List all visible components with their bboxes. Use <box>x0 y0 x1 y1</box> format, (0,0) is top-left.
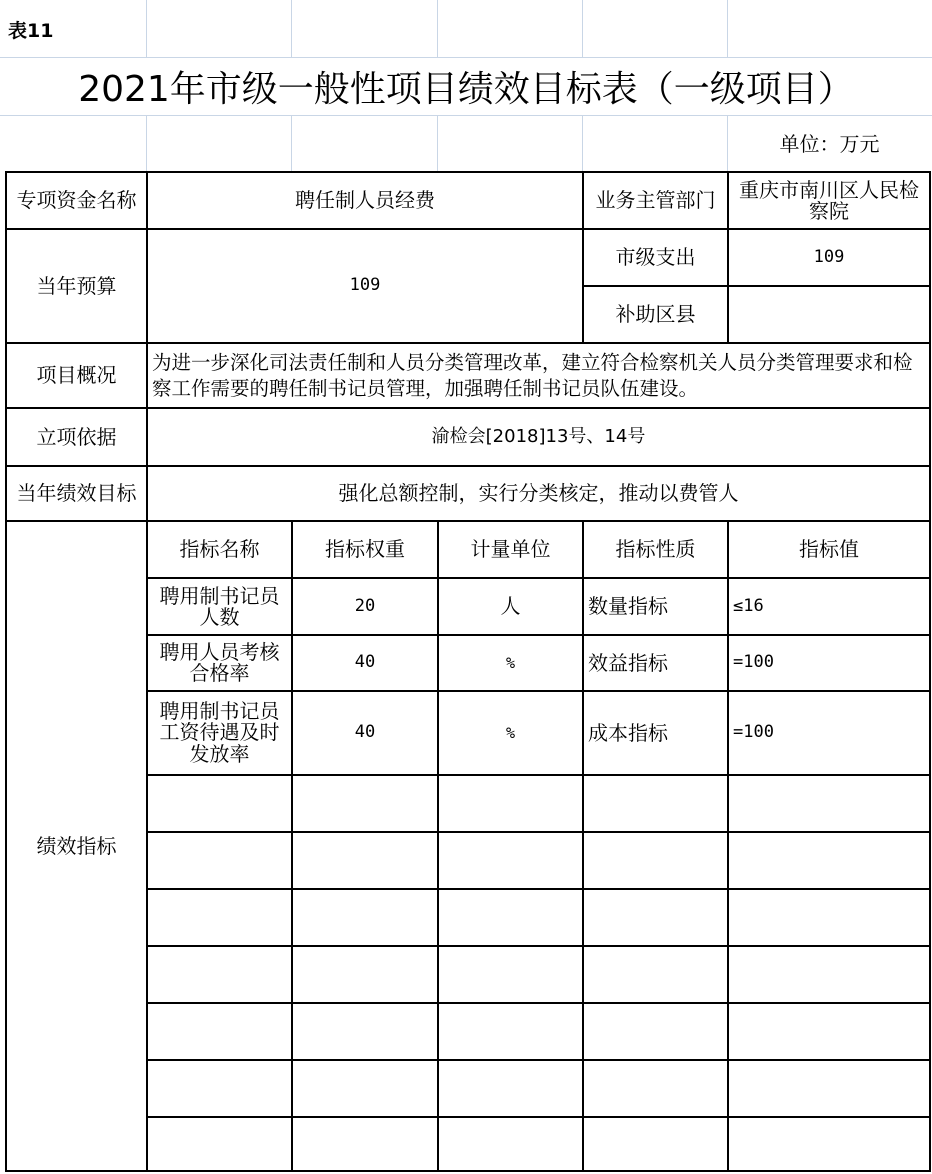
indicator-name: 聘用人员考核合格率 <box>159 640 280 685</box>
table-number: 表11 <box>8 20 54 43</box>
indicator-value: =100 <box>733 652 774 673</box>
overview-value: 为进一步深化司法责任制和人员分类管理改革，建立符合检察机关人员分类管理要求和检察工作需要的聘任制书记员管理，加强聘任制书记员队伍建设。 <box>152 351 913 400</box>
indicator-nature: 效益指标 <box>588 650 668 675</box>
unit-label: 单位：万元 <box>779 131 880 156</box>
indicator-unit: % <box>505 723 516 742</box>
indicator-name: 聘用制书记员工资待遇及时发放率 <box>159 698 280 766</box>
goal-value: 强化总额控制，实行分类核定，推动以费管人 <box>338 481 739 506</box>
indicator-weight: 40 <box>354 722 376 743</box>
header-indicator-weight: 指标权重 <box>325 537 405 562</box>
indicator-nature: 数量指标 <box>588 594 668 619</box>
indicator-unit: % <box>505 653 516 672</box>
subsidy-value <box>729 287 929 342</box>
header-indicator-name: 指标名称 <box>179 537 260 562</box>
page-title: 2021年市级一般性项目绩效目标表（一级项目） <box>78 68 854 110</box>
indicator-value: ≤16 <box>733 595 764 616</box>
subsidy-label: 补助区县 <box>615 302 696 327</box>
indicator-value: =100 <box>733 722 774 743</box>
indicators-label: 绩效指标 <box>36 833 117 858</box>
department-value: 重庆市南川区人民检察院 <box>739 177 919 223</box>
indicator-weight: 20 <box>354 595 376 616</box>
city-spend-label: 市级支出 <box>615 245 696 270</box>
basis-label: 立项依据 <box>36 424 117 449</box>
budget-label: 当年预算 <box>36 273 117 298</box>
overview-label: 项目概况 <box>36 363 117 388</box>
fund-name-value: 聘任制人员经费 <box>295 188 435 213</box>
indicator-weight: 40 <box>354 652 376 673</box>
header-measure-unit: 计量单位 <box>470 537 551 562</box>
header-indicator-value: 指标值 <box>799 537 859 562</box>
indicator-name: 聘用制书记员人数 <box>159 583 280 629</box>
empty-indicator-rows <box>148 776 929 1170</box>
goal-label: 当年绩效目标 <box>16 481 137 506</box>
basis-value: 渝检会[2018]13号、14号 <box>431 425 646 447</box>
budget-value: 109 <box>349 275 381 296</box>
indicator-unit: 人 <box>500 594 521 619</box>
city-spend-value: 109 <box>813 246 845 267</box>
indicator-nature: 成本指标 <box>588 720 668 745</box>
department-label: 业务主管部门 <box>595 188 716 213</box>
header-indicator-nature: 指标性质 <box>615 537 696 562</box>
fund-name-label: 专项资金名称 <box>16 188 137 213</box>
